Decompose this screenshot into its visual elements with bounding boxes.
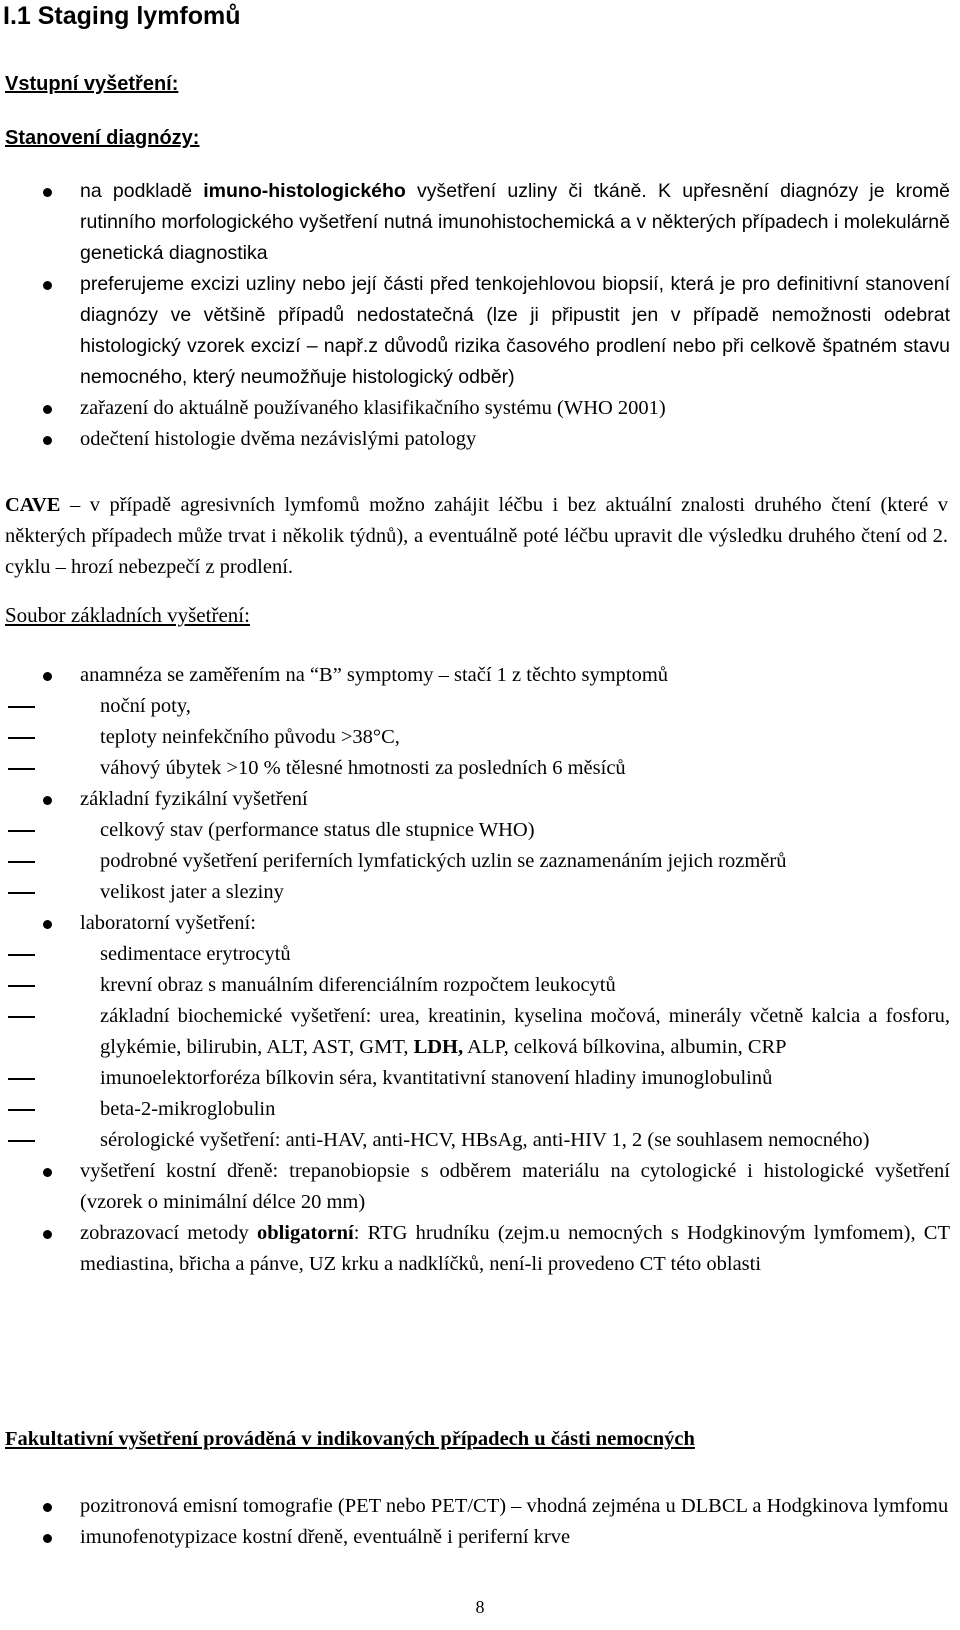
- list-item: [0, 1218, 960, 1280]
- heading-stanoveni: Stanovení diagnózy:: [5, 127, 200, 149]
- list-item: [0, 846, 960, 877]
- item-text: velikost jater a sleziny: [100, 881, 284, 903]
- list-item: [0, 1001, 960, 1063]
- item-text: laboratorní vyšetření:: [80, 912, 256, 934]
- item-text: sedimentace erytrocytů: [100, 943, 291, 965]
- list-item: [0, 722, 960, 753]
- list-item: [0, 908, 960, 939]
- list-item: [0, 784, 960, 815]
- list-item: [0, 660, 960, 691]
- item-text: anamnéza se zaměřením na “B” symptomy – stačí 1 z těchto symptomů: [80, 664, 669, 686]
- list-item: [0, 877, 960, 908]
- item-text-bold: imuno-histologického: [203, 180, 406, 202]
- cave-paragraph: [5, 490, 948, 583]
- item-text-pre: základní biochemické vyšetření: urea, kreatinin, kyselina močová, minerály včetně kalcia a fosforu, glykémie, bilirubin, ALT, AST, GMT,: [100, 1005, 950, 1058]
- list-item: [0, 1522, 960, 1553]
- list-item: [0, 393, 960, 424]
- list-item: [0, 1491, 960, 1522]
- optional-exams-list: [0, 1491, 960, 1553]
- list-item: [0, 691, 960, 722]
- list-item: [0, 269, 960, 393]
- list-item: [0, 753, 960, 784]
- item-text-post: : RTG hrudníku (zejm.u nemocných s Hodgkinovým lymfomem), CT mediastina, břicha a pánve, UZ krku a nadklíčků, není-li provedeno CT této oblasti: [80, 1222, 950, 1275]
- page-number: 8: [475, 1597, 485, 1617]
- heading-fakultativni: Fakultativní vyšetření prováděná v indikovaných případech u části nemocných: [5, 1428, 695, 1450]
- list-item: [0, 424, 960, 455]
- list-item: [0, 815, 960, 846]
- item-text: preferujeme excizi uzliny nebo její části před tenkojehlovou biopsií, která je pro definitivní stanovení diagnózy ve většině případů nedostatečná (lze ji připustit jen v případě nemožnosti odebrat histologický vzorek excizí – např.z důvodů rizika časového prodlení nebo při celkově špatném stavu nemocného, který neumožňuje histologický odběr): [80, 273, 950, 388]
- item-text-post: vyšetření uzliny či tkáně. K upřesnění diagnózy je kromě rutinního morfologického vyšetření nutná imunohistochemická a v některých případech i molekulárně genetická diagnostika: [80, 180, 950, 264]
- item-text: zařazení do aktuálně používaného klasifikačního systému (WHO 2001): [80, 397, 666, 419]
- item-text: odečtení histologie dvěma nezávislými patology: [80, 428, 477, 450]
- list-item: [0, 1063, 960, 1094]
- heading-vstupni: Vstupní vyšetření:: [5, 73, 179, 95]
- item-text: imunofenotypizace kostní dřeně, eventuálně i periferní krve: [80, 1526, 571, 1548]
- item-text-bold: LDH,: [413, 1036, 464, 1058]
- item-text-pre: zobrazovací metody: [80, 1222, 257, 1244]
- basic-exams-list: [0, 660, 960, 1280]
- item-text: pozitronová emisní tomografie (PET nebo PET/CT) – vhodná zejména u DLBCL a Hodgkinova lymfomu: [80, 1495, 949, 1517]
- item-text-pre: na podkladě: [80, 180, 204, 202]
- item-text-post: ALP, celková bílkovina, albumin, CRP: [463, 1036, 787, 1058]
- item-text: noční poty,: [100, 695, 191, 717]
- list-item: [0, 1156, 960, 1218]
- item-text: beta-2-mikroglobulin: [100, 1098, 276, 1120]
- cave-label: CAVE: [5, 494, 61, 516]
- diagnosis-list: [0, 176, 960, 455]
- page-title: I.1 Staging lymfomů: [3, 2, 241, 30]
- list-item: [0, 176, 960, 269]
- item-text: váhový úbytek >10 % tělesné hmotnosti za posledních 6 měsíců: [100, 757, 626, 779]
- list-item: [0, 1094, 960, 1125]
- item-text: základní fyzikální vyšetření: [80, 788, 308, 810]
- item-text: krevní obraz s manuálním diferenciálním rozpočtem leukocytů: [100, 974, 616, 996]
- heading-soubor: Soubor základních vyšetření:: [5, 603, 250, 627]
- list-item: [0, 970, 960, 1001]
- item-text: vyšetření kostní dřeně: trepanobiopsie s odběrem materiálu na cytologické i histologické vyšetření (vzorek o minimální délce 20 mm): [80, 1160, 950, 1213]
- item-text-bold: obligatorní: [256, 1222, 354, 1244]
- item-text: celkový stav (performance status dle stupnice WHO): [100, 819, 535, 841]
- item-text: teploty neinfekčního původu >38°C,: [100, 726, 400, 748]
- item-text: imunoelektorforéza bílkovin séra, kvantitativní stanovení hladiny imunoglobulinů: [100, 1067, 773, 1089]
- item-text: sérologické vyšetření: anti-HAV, anti-HCV, HBsAg, anti-HIV 1, 2 (se souhlasem nemocného): [100, 1129, 870, 1151]
- cave-text: – v případě agresivních lymfomů možno zahájit léčbu i bez aktuální znalosti druhého čtení (které v některých případech může trvat i několik týdnů), a eventuálně poté léčbu upravit dle výsledku druhého čtení od 2. cyklu – hrozí nebezpečí z prodlení.: [5, 494, 948, 578]
- item-text: podrobné vyšetření periferních lymfatických uzlin se zaznamenáním jejich rozměrů: [100, 850, 787, 872]
- list-item: [0, 1125, 960, 1156]
- list-item: [0, 939, 960, 970]
